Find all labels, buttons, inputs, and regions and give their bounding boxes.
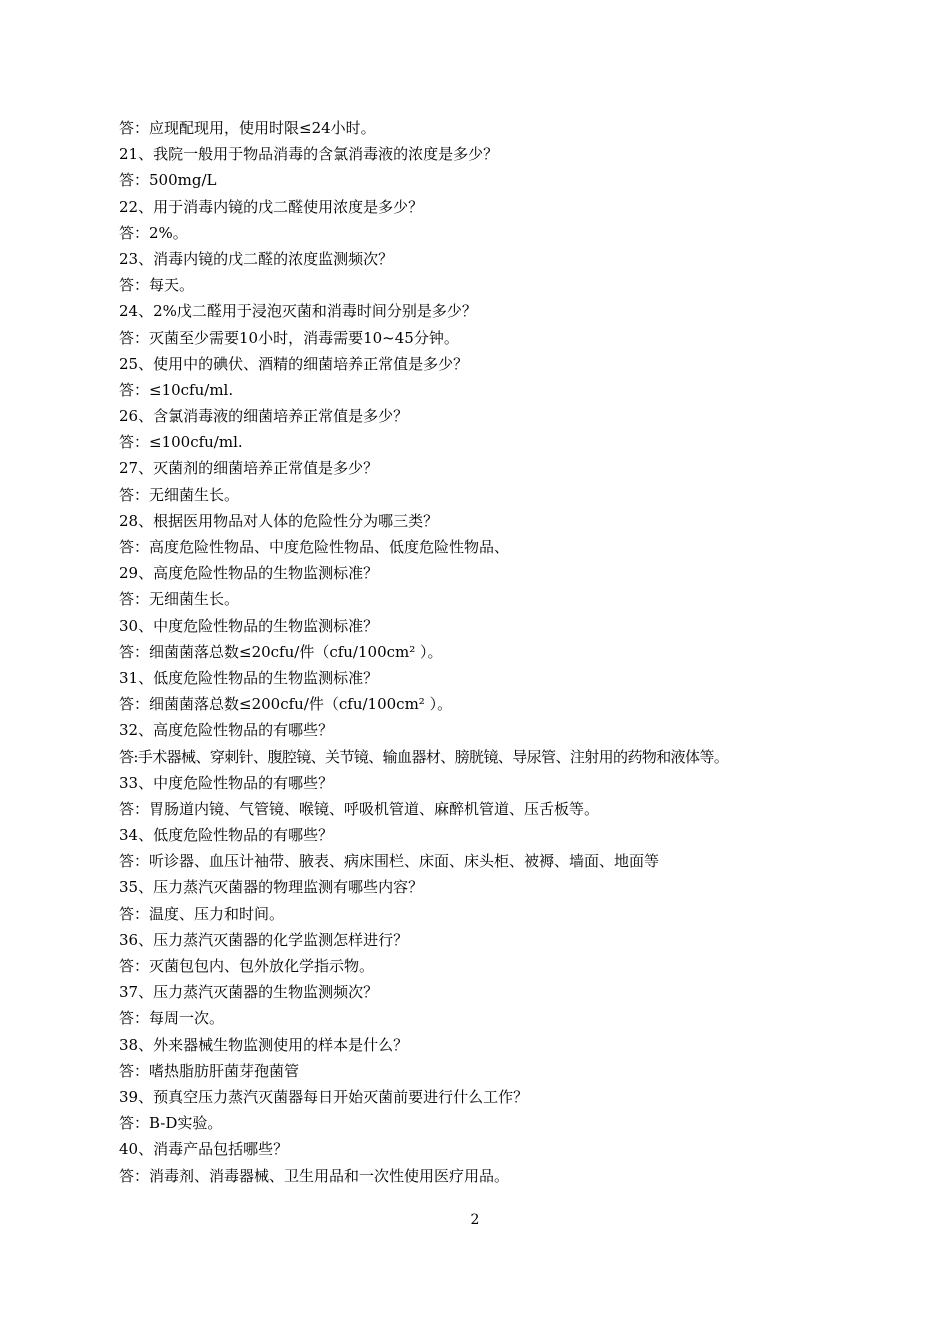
question-line: 30、中度危险性物品的生物监测标准？ [119, 616, 379, 635]
answer-line: 答：嗜热脂肪肝菌芽孢菌管 [119, 1061, 300, 1080]
question-line: 39、预真空压力蒸汽灭菌器每日开始灭菌前要进行什么工作？ [119, 1087, 529, 1106]
answer-line: 答：每天。 [119, 276, 195, 295]
question-line: 40、消毒产品包括哪些？ [119, 1140, 289, 1159]
answer-line: 答：500mg/L [119, 171, 217, 190]
answer-line: 答：每周一次。 [119, 1009, 225, 1028]
question-line: 28、根据医用物品对人体的危险性分为哪三类？ [119, 511, 439, 530]
answer-line: 答：高度危险性物品、中度危险性物品、低度危险性物品、 [119, 538, 510, 556]
question-line: 32、高度危险性物品的有哪些？ [119, 721, 334, 740]
document-body [119, 115, 859, 1189]
question-line: 21、我院一般用于物品消毒的含氯消毒液的浓度是多少？ [119, 145, 499, 164]
question-line: 34、低度危险性物品的有哪些？ [119, 826, 334, 845]
answer-line: 答：细菌菌落总数≤20cfu/件（cfu/100cm² ）。 [119, 642, 443, 661]
answer-line: 答：B-D实验。 [119, 1114, 223, 1133]
question-line: 27、灭菌剂的细菌培养正常值是多少？ [119, 459, 379, 478]
answer-line: 答：无细菌生长。 [119, 590, 240, 609]
question-line: 25、使用中的碘伏、酒精的细菌培养正常值是多少？ [119, 354, 469, 373]
answer-line: 答：温度、压力和时间。 [119, 904, 285, 923]
answer-line: 答：≤10cfu/ml. [119, 380, 234, 399]
question-line: 22、用于消毒内镜的戊二醛使用浓度是多少？ [119, 197, 424, 216]
answer-line: 答：听诊器、血压计袖带、腋表、病床围栏、床面、床头柜、被褥、墙面、地面等 [119, 852, 660, 871]
answer-line: 答：无细菌生长。 [119, 485, 240, 504]
question-line: 36、压力蒸汽灭菌器的化学监测怎样进行？ [119, 930, 409, 949]
answer-line: 答：细菌菌落总数≤200cfu/件（cfu/100cm² ）。 [119, 695, 453, 714]
question-line: 24、2%戊二醛用于浸泡灭菌和消毒时间分别是多少？ [119, 302, 477, 321]
text-line: 答：应现配现用，使用时限≤24小时。 [119, 119, 376, 137]
question-line: 26、含氯消毒液的细菌培养正常值是多少？ [119, 407, 409, 426]
answer-line: 答：灭菌至少需要10小时，消毒需要10~45分钟。 [119, 328, 459, 347]
answer-line: 答：消毒剂、消毒器械、卫生用品和一次性使用医疗用品。 [119, 1166, 510, 1185]
question-line: 23、消毒内镜的戊二醛的浓度监测频次？ [119, 249, 394, 268]
answer-line: 答：胃肠道内镜、气管镜、喉镜、呼吸机管道、麻醉机管道、压舌板等。 [119, 799, 600, 818]
answer-line: 答：≤100cfu/ml. [119, 433, 243, 452]
question-line: 33、中度危险性物品的有哪些？ [119, 773, 334, 792]
question-line: 31、低度危险性物品的生物监测标准？ [119, 668, 379, 687]
question-line: 38、外来器械生物监测使用的样本是什么？ [119, 1035, 409, 1054]
question-line: 37、压力蒸汽灭菌器的生物监测频次？ [119, 983, 379, 1002]
answer-line: 答:手术器械、穿刺针、腹腔镜、关节镜、输血器材、膀胱镜、导尿管、注射用的药物和液体等。 [119, 747, 729, 766]
page-number: 2 [470, 1212, 480, 1228]
question-line: 29、高度危险性物品的生物监测标准？ [119, 564, 379, 583]
answer-line: 答：灭菌包包内、包外放化学指示物。 [119, 957, 375, 975]
answer-line: 答：2%。 [119, 223, 188, 242]
question-line: 35、压力蒸汽灭菌器的物理监测有哪些内容？ [119, 878, 424, 897]
